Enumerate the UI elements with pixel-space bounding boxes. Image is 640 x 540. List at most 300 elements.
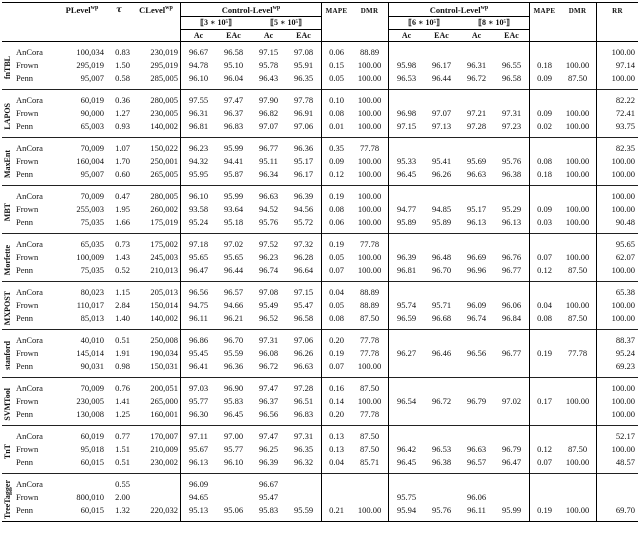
cell-ac5: 96.63 xyxy=(258,191,279,202)
cell-dmr1: 100.00 xyxy=(357,73,382,84)
cell-mape2: 0.07 xyxy=(530,251,560,264)
table-row xyxy=(2,378,638,396)
cell-eac8 xyxy=(494,330,530,348)
corpus-label: Frown xyxy=(16,156,39,167)
cell-ac5: 95.78 xyxy=(258,60,279,71)
cell-rr: 100.00 xyxy=(597,264,639,282)
cell-dmr1: 100.00 xyxy=(357,204,382,215)
cell-ac5: 96.67 xyxy=(258,479,279,490)
col-header-eac6: EAc xyxy=(434,30,449,40)
corpus-label: AnCora xyxy=(16,191,43,202)
col-header-level-3: ⟦3 ∗ 10⁵⟧ xyxy=(181,16,252,29)
cell-mape1: 0.07 xyxy=(322,264,352,282)
cell-ac5: 97.31 xyxy=(258,335,279,346)
cell-mape1: 0.19 xyxy=(322,186,352,204)
cell-plevel: 130,008 xyxy=(76,409,104,420)
cell-ac8 xyxy=(459,408,494,426)
cell-clevel xyxy=(132,491,181,504)
cell-mape2: 0.08 xyxy=(530,155,560,168)
cell-ac5: 95.47 xyxy=(258,492,279,503)
col-header-eac3: EAc xyxy=(226,30,241,40)
cell-ac8: 96.56 xyxy=(466,348,487,359)
cell-ac6: 96.45 xyxy=(389,456,425,474)
table-row xyxy=(2,251,638,264)
cell-eac5: 96.28 xyxy=(293,252,314,263)
cell-eac5: 96.35 xyxy=(293,444,314,455)
col-header-level-5: ⟦5 ∗ 10⁵⟧ xyxy=(251,16,322,29)
cell-eac5: 94.56 xyxy=(293,204,314,215)
cell-rr: 100.00 xyxy=(597,203,639,216)
cell-plevel xyxy=(58,474,106,492)
corpus-label: AnCora xyxy=(16,287,43,298)
tagger-name: Morfette xyxy=(2,244,12,276)
cell-eac5: 95.72 xyxy=(293,217,314,228)
cell-eac3: 97.00 xyxy=(223,431,244,442)
cell-dmr1 xyxy=(351,474,389,492)
cell-ac8 xyxy=(459,330,494,348)
cell-ac8: 96.63 xyxy=(466,169,487,180)
cell-eac6: 97.13 xyxy=(431,121,452,132)
cell-ac5: 95.11 xyxy=(259,156,278,167)
cell-rr: 100.00 xyxy=(597,395,639,408)
cell-tau: 0.76 xyxy=(115,383,130,394)
cell-clevel: 260,002 xyxy=(150,204,178,215)
cell-ac3: 95.24 xyxy=(181,216,217,234)
cell-eac6: 96.72 xyxy=(431,396,452,407)
table-row xyxy=(2,491,638,504)
cell-eac3: 94.66 xyxy=(223,300,244,311)
cell-eac3: 96.04 xyxy=(223,73,244,84)
cell-rr: 65.38 xyxy=(597,282,639,300)
cell-dmr1: 87.50 xyxy=(359,313,380,324)
cell-dmr1: 88.89 xyxy=(359,47,380,58)
cell-tau: 1.91 xyxy=(115,348,130,359)
header-blank xyxy=(597,29,639,42)
cell-clevel: 200,051 xyxy=(150,383,178,394)
cell-tau: 0.52 xyxy=(115,265,130,276)
cell-ac3: 96.86 xyxy=(181,330,217,348)
cell-ac3: 95.65 xyxy=(181,251,217,264)
cell-eac5: 96.39 xyxy=(293,191,314,202)
cell-tau: 1.40 xyxy=(115,313,130,324)
cell-plevel: 160,004 xyxy=(76,156,104,167)
cell-ac8 xyxy=(459,378,494,396)
cell-rr: 100.00 xyxy=(597,378,639,396)
cell-clevel: 230,019 xyxy=(150,47,178,58)
cell-eac6: 96.48 xyxy=(431,252,452,263)
cell-tau: 1.27 xyxy=(115,108,130,119)
cell-mape1: 0.05 xyxy=(322,299,352,312)
cell-ac8 xyxy=(459,426,494,444)
cell-eac8: 97.02 xyxy=(501,396,522,407)
cell-eac3: 96.90 xyxy=(223,383,244,394)
cell-mape1: 0.20 xyxy=(322,330,352,348)
cell-clevel: 160,001 xyxy=(150,409,178,420)
cell-eac3: 95.87 xyxy=(223,169,244,180)
cell-eac3: 96.21 xyxy=(223,313,244,324)
cell-ac8 xyxy=(459,186,494,204)
header-blank xyxy=(559,29,597,42)
cell-clevel: 265,005 xyxy=(150,169,178,180)
table-row xyxy=(2,395,638,408)
table-row xyxy=(2,120,638,138)
cell-ac6: 97.15 xyxy=(389,120,425,138)
cell-mape2 xyxy=(530,90,560,108)
cell-mape1: 0.04 xyxy=(322,456,352,474)
cell-mape1: 0.19 xyxy=(322,234,352,252)
tagger-group-TnT xyxy=(2,426,638,474)
cell-ac6 xyxy=(389,90,425,108)
corpus-label: Frown xyxy=(16,60,39,71)
table-row xyxy=(2,330,638,348)
col-header-ac3: Ac xyxy=(181,29,217,42)
cell-ac6: 96.42 xyxy=(389,443,425,456)
tagger-group-MXPOST xyxy=(2,282,638,330)
corpus-label: Penn xyxy=(16,169,33,180)
tagger-label-TreeTagger xyxy=(2,474,14,522)
cell-clevel: 220,032 xyxy=(150,505,178,516)
cell-dmr1: 100.00 xyxy=(357,505,382,516)
header-blank xyxy=(530,16,560,29)
tagger-group-MaxEnt xyxy=(2,138,638,186)
cell-eac8 xyxy=(494,474,530,492)
cell-eac8: 96.55 xyxy=(501,60,522,71)
tagger-name: MaxEnt xyxy=(2,149,12,178)
cell-rr: 95.65 xyxy=(597,234,639,252)
cell-dmr2: 100.00 xyxy=(565,252,590,263)
col-header-ac8: Ac xyxy=(471,30,482,40)
corpus-label: AnCora xyxy=(16,143,43,154)
cell-clevel: 175,002 xyxy=(150,239,178,250)
col-header-tau: τ xyxy=(116,5,122,15)
cell-tau: 1.95 xyxy=(115,204,130,215)
corpus-label: Penn xyxy=(16,217,33,228)
cell-ac8: 96.09 xyxy=(466,300,487,311)
cell-mape2 xyxy=(530,186,560,204)
table-row xyxy=(2,216,638,234)
table-row xyxy=(2,408,638,426)
cell-tau: 1.32 xyxy=(115,505,130,516)
cell-mape1: 0.08 xyxy=(322,203,352,216)
cell-eac3: 93.64 xyxy=(223,204,244,215)
cell-ac6: 95.89 xyxy=(389,216,425,234)
cell-eac3: 95.65 xyxy=(223,252,244,263)
cell-eac3: 95.59 xyxy=(223,348,244,359)
cell-eac3: 95.10 xyxy=(223,60,244,71)
cell-mape1: 0.05 xyxy=(322,251,352,264)
cell-tau: 0.58 xyxy=(115,73,130,84)
cell-eac5: 95.59 xyxy=(293,505,314,516)
cell-eac3: 95.77 xyxy=(223,444,244,455)
cell-mape1: 0.01 xyxy=(322,120,352,138)
col-header-clevel: CLevel$^{wp}$ xyxy=(139,5,173,15)
cell-eac6: 95.89 xyxy=(431,217,452,228)
cell-rr: 100.00 xyxy=(597,168,639,186)
cell-dmr1: 100.00 xyxy=(357,108,382,119)
cell-dmr1: 88.89 xyxy=(359,300,380,311)
cell-eac5: 96.35 xyxy=(293,73,314,84)
cell-eac8: 96.77 xyxy=(501,348,522,359)
cell-rr: 82.22 xyxy=(597,90,639,108)
cell-eac3 xyxy=(216,474,251,492)
cell-eac8: 96.84 xyxy=(501,313,522,324)
cell-eac8: 96.47 xyxy=(501,457,522,468)
cell-mape1: 0.06 xyxy=(322,42,352,60)
cell-dmr2: 87.50 xyxy=(567,313,588,324)
cell-eac6 xyxy=(424,42,459,60)
cell-ac8: 96.79 xyxy=(466,396,487,407)
cell-mape2 xyxy=(530,360,560,378)
col-header-control-level-2: Control-Level$^{wp}$ xyxy=(389,3,530,17)
cell-tau: 1.25 xyxy=(115,409,130,420)
cell-eac6 xyxy=(424,426,459,444)
cell-eac5: 95.91 xyxy=(293,60,314,71)
cell-dmr1: 100.00 xyxy=(357,396,382,407)
cell-dmr2: 100.00 xyxy=(565,457,590,468)
cell-ac5: 96.08 xyxy=(258,348,279,359)
cell-dmr2: 87.50 xyxy=(567,444,588,455)
cell-ac6: 95.94 xyxy=(389,504,425,522)
cell-rr: 97.14 xyxy=(597,59,639,72)
cell-mape2: 0.12 xyxy=(530,264,560,282)
tagger-group-LAPOS xyxy=(2,90,638,138)
corpus-label: AnCora xyxy=(16,47,43,58)
cell-eac3: 96.36 xyxy=(223,361,244,372)
cell-mape1 xyxy=(322,474,352,492)
cell-eac6 xyxy=(424,90,459,108)
cell-mape1: 0.09 xyxy=(322,155,352,168)
cell-eac6: 95.41 xyxy=(431,156,452,167)
cell-clevel: 210,009 xyxy=(150,444,178,455)
tagger-group-SVMTool xyxy=(2,378,638,426)
cell-dmr1: 100.00 xyxy=(357,60,382,71)
cell-rr: 48.57 xyxy=(597,456,639,474)
cell-rr: 100.00 xyxy=(597,299,639,312)
cell-rr: 72.41 xyxy=(597,107,639,120)
cell-eac5: 96.26 xyxy=(293,348,314,359)
cell-clevel: 245,003 xyxy=(150,252,178,263)
cell-eac6 xyxy=(424,378,459,396)
cell-eac6 xyxy=(424,474,459,492)
cell-rr: 69.70 xyxy=(597,504,639,522)
cell-eac6 xyxy=(424,408,459,426)
cell-ac5: 96.43 xyxy=(258,73,279,84)
cell-eac5: 97.78 xyxy=(293,95,314,106)
cell-clevel xyxy=(132,474,181,492)
cell-eac6: 96.44 xyxy=(431,73,452,84)
cell-ac6: 95.98 xyxy=(389,59,425,72)
cell-mape2 xyxy=(530,282,560,300)
header-blank xyxy=(322,29,352,42)
cell-dmr1: 100.00 xyxy=(357,265,382,276)
cell-rr: 93.75 xyxy=(597,120,639,138)
corpus-label: Frown xyxy=(16,300,39,311)
corpus-label: AnCora xyxy=(16,383,43,394)
table-row xyxy=(2,42,638,60)
cell-ac6 xyxy=(389,408,425,426)
tagger-label-fnTBL xyxy=(2,42,14,90)
cell-ac6: 96.53 xyxy=(389,72,425,90)
cell-eac8: 96.76 xyxy=(501,252,522,263)
cell-dmr2 xyxy=(559,378,597,396)
cell-dmr2 xyxy=(559,138,597,156)
cell-dmr2 xyxy=(559,360,597,378)
cell-ac3: 97.18 xyxy=(181,234,217,252)
cell-ac8: 97.28 xyxy=(466,121,487,132)
cell-mape2: 0.02 xyxy=(530,120,560,138)
corpus-label: Frown xyxy=(16,396,39,407)
tagger-name: stanford xyxy=(2,341,12,371)
cell-plevel: 95,018 xyxy=(80,444,104,455)
cell-ac5: 97.47 xyxy=(258,383,279,394)
cell-ac5: 95.83 xyxy=(258,505,279,516)
cell-ac8: 96.06 xyxy=(466,492,487,503)
cell-ac8: 97.21 xyxy=(466,108,487,119)
cell-eac8: 95.29 xyxy=(501,204,522,215)
cell-mape1: 0.08 xyxy=(322,107,352,120)
cell-mape2: 0.12 xyxy=(530,443,560,456)
cell-plevel: 60,015 xyxy=(80,505,104,516)
cell-clevel: 280,005 xyxy=(150,95,178,106)
table-row xyxy=(2,107,638,120)
cell-rr: 82.35 xyxy=(597,138,639,156)
cell-ac8: 96.69 xyxy=(466,252,487,263)
cell-plevel: 95,007 xyxy=(80,73,104,84)
cell-ac8: 96.11 xyxy=(467,505,486,516)
cell-ac5: 96.37 xyxy=(258,396,279,407)
cell-eac8 xyxy=(494,42,530,60)
table-row xyxy=(2,299,638,312)
cell-tau: 2.84 xyxy=(115,300,130,311)
cell-ac3: 94.78 xyxy=(181,59,217,72)
header-blank xyxy=(530,29,560,42)
cell-clevel: 250,008 xyxy=(150,335,178,346)
cell-tau: 1.15 xyxy=(115,287,130,298)
cell-rr: 100.00 xyxy=(597,443,639,456)
header-row-groups xyxy=(2,3,638,17)
cell-dmr1: 100.00 xyxy=(357,252,382,263)
cell-ac8: 96.72 xyxy=(466,73,487,84)
cell-tau: 0.98 xyxy=(115,361,130,372)
table-row xyxy=(2,90,638,108)
cell-mape1: 0.20 xyxy=(322,408,352,426)
cell-mape1: 0.06 xyxy=(322,216,352,234)
cell-clevel: 150,031 xyxy=(150,361,178,372)
col-header-control-level-1: Control-Level$^{wp}$ xyxy=(181,3,322,17)
cell-eac3: 95.18 xyxy=(223,217,244,228)
cell-plevel: 145,014 xyxy=(76,348,104,359)
cell-eac5: 96.91 xyxy=(293,108,314,119)
cell-ac3: 96.23 xyxy=(181,138,217,156)
cell-mape2 xyxy=(530,408,560,426)
cell-ac6: 96.27 xyxy=(389,347,425,360)
cell-dmr2: 77.78 xyxy=(567,348,588,359)
corpus-label: Penn xyxy=(16,121,33,132)
cell-clevel: 230,002 xyxy=(150,457,178,468)
corpus-label: AnCora xyxy=(16,239,43,250)
cell-clevel: 140,002 xyxy=(150,121,178,132)
cell-eac6: 96.38 xyxy=(431,457,452,468)
cell-eac8 xyxy=(494,282,530,300)
cell-ac3: 94.32 xyxy=(181,155,217,168)
cell-clevel: 210,013 xyxy=(150,265,178,276)
tagger-name: TreeTagger xyxy=(2,480,12,520)
cell-plevel: 100,009 xyxy=(76,252,104,263)
cell-mape2 xyxy=(530,491,560,504)
cell-mape2: 0.09 xyxy=(530,72,560,90)
col-header-eac5: EAc xyxy=(296,30,311,40)
cell-tau: 0.51 xyxy=(115,457,130,468)
cell-eac8: 96.77 xyxy=(501,265,522,276)
cell-dmr2: 100.00 xyxy=(565,396,590,407)
corpus-label: Penn xyxy=(16,505,33,516)
cell-ac8: 96.96 xyxy=(466,265,487,276)
cell-tau: 2.00 xyxy=(115,492,130,503)
cell-eac6: 95.76 xyxy=(431,505,452,516)
corpus-label: Frown xyxy=(16,348,39,359)
cell-ac6 xyxy=(389,42,425,60)
cell-mape2 xyxy=(530,474,560,492)
cell-clevel: 150,014 xyxy=(150,300,178,311)
cell-mape2 xyxy=(530,426,560,444)
cell-dmr2: 100.00 xyxy=(565,156,590,167)
cell-mape2 xyxy=(530,378,560,396)
cell-rr xyxy=(597,491,639,504)
cell-eac8: 96.58 xyxy=(501,73,522,84)
cell-dmr2 xyxy=(559,282,597,300)
cell-mape2: 0.07 xyxy=(530,456,560,474)
cell-dmr1: 100.00 xyxy=(357,361,382,372)
cell-rr xyxy=(597,474,639,492)
cell-ac5: 96.82 xyxy=(258,108,279,119)
cell-clevel: 265,000 xyxy=(150,396,178,407)
cell-ac3: 95.13 xyxy=(181,504,217,522)
cell-dmr2 xyxy=(559,186,597,204)
cell-dmr1: 100.00 xyxy=(357,121,382,132)
cell-ac3: 95.45 xyxy=(181,347,217,360)
cell-tau: 0.83 xyxy=(115,47,130,58)
cell-tau: 1.70 xyxy=(115,156,130,167)
cell-ac8: 96.74 xyxy=(466,313,487,324)
cell-ac3: 96.41 xyxy=(181,360,217,378)
cell-plevel: 295,019 xyxy=(76,60,104,71)
cell-eac3: 96.70 xyxy=(223,335,244,346)
cell-ac5: 96.56 xyxy=(258,409,279,420)
table-row xyxy=(2,264,638,282)
cell-plevel: 95,007 xyxy=(80,169,104,180)
cell-eac6 xyxy=(424,234,459,252)
cell-ac8 xyxy=(459,90,494,108)
col-header-dmr-1: DMR xyxy=(360,6,379,15)
cell-tau: 0.77 xyxy=(115,431,130,442)
cell-ac6 xyxy=(389,474,425,492)
cell-eac5: 97.31 xyxy=(293,431,314,442)
table-row xyxy=(2,360,638,378)
cell-ac8: 96.31 xyxy=(466,60,487,71)
cell-dmr1: 77.78 xyxy=(359,348,380,359)
tagger-group-TreeTagger xyxy=(2,474,638,522)
corpus-label: Penn xyxy=(16,265,33,276)
col-header-mape-2: MAPE xyxy=(530,3,560,17)
cell-plevel: 255,003 xyxy=(76,204,104,215)
cell-ac5: 96.52 xyxy=(258,313,279,324)
cell-eac3: 96.10 xyxy=(223,457,244,468)
header-blank xyxy=(322,16,352,29)
cell-dmr1 xyxy=(351,491,389,504)
header-blank xyxy=(2,16,181,29)
tagger-name: SVMTool xyxy=(2,387,12,421)
cell-ac3: 96.13 xyxy=(181,456,217,474)
